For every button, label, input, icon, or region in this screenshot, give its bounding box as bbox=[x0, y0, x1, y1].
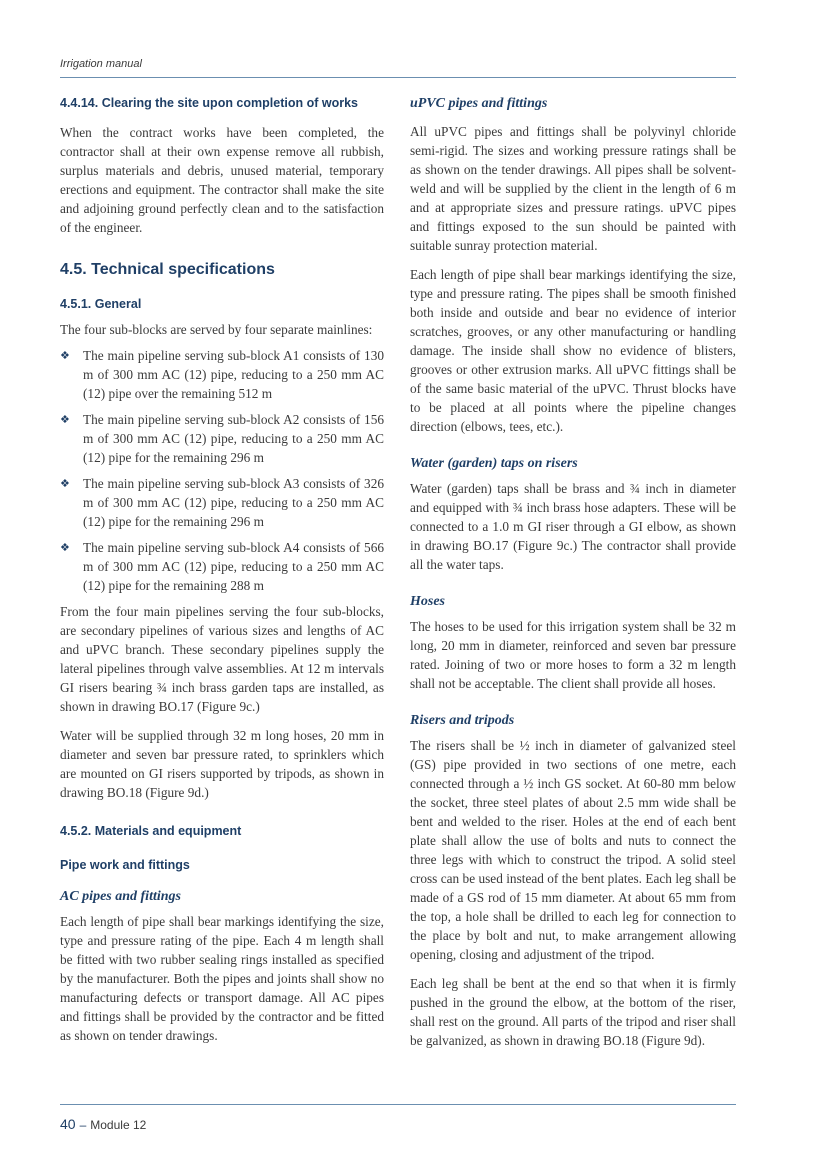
list-item: ❖ The main pipeline serving sub-block A1 consists of 130 m of 300 mm AC (12) pipe, reducing to a 250 mm AC (12) pipe over the remaining 512 m bbox=[60, 348, 384, 401]
left-column bbox=[60, 96, 384, 1045]
section-4-5-1-intro: The four sub-blocks are served by four separate mainlines: bbox=[60, 322, 373, 337]
taps-paragraph: Water (garden) taps shall be brass and ¾ inch in diameter and equipped with ¾ inch brass hose adapters. These will be connected to a 1.0 m GI riser through a GI elbow, as shown in drawing BO.17 (Figure 9c.) The contractor shall provide all the water taps. bbox=[410, 481, 736, 572]
water-supply-paragraph: Water will be supplied through 32 m long hoses, 20 mm in diameter and seven bar pressure rated, to sprinklers which are mounted on GI risers supported by tripods, as shown in drawing BO.18 (Figure 9d.) bbox=[60, 728, 384, 800]
page-number: 40 bbox=[60, 1116, 76, 1132]
section-4-5-2-heading: 4.5.2. Materials and equipment bbox=[60, 824, 242, 838]
pipe-work-heading: Pipe work and fittings bbox=[60, 858, 190, 872]
running-title: Irrigation manual bbox=[60, 58, 142, 70]
secondary-pipelines-paragraph: From the four main pipelines serving the four sub-blocks, are secondary pipelines of various sizes and lengths of AC and uPVC branch. These secondary pipelines supply the lateral pipelines through valve assemblies. At 12 m intervals GI risers bearing ¾ inch brass garden taps are installed, as shown in drawing BO.17 (Figure 9c.) bbox=[60, 604, 384, 714]
diamond-bullet-icon: ❖ bbox=[60, 349, 70, 362]
module-label: Module 12 bbox=[90, 1118, 147, 1132]
right-column bbox=[410, 96, 736, 1050]
section-4-4-14-heading: 4.4.14. Clearing the site upon completion of works bbox=[60, 96, 358, 110]
risers-heading: Risers and tripods bbox=[410, 713, 515, 728]
diamond-bullet-icon: ❖ bbox=[60, 541, 70, 554]
section-4-5-1-heading: 4.5.1. General bbox=[60, 297, 142, 311]
section-4-4-14-paragraph: When the contract works have been completed, the contractor shall at their own expense remove all rubbish, surplus materials and debris, unused material, temporary erections and equipment. The contractor shall make the site and adjoining ground perfectly clean and to the satisfaction of the engineer. bbox=[60, 125, 384, 235]
footer-rule bbox=[60, 1104, 736, 1105]
risers-paragraph-2: Each leg shall be bent at the end so that when it is firmly pushed in the ground the elbow, at the bottom of the riser, shall rest on the ground. All parts of the tripod and riser shall be galvanized, as shown in drawing BO.18 (Figure 9d). bbox=[410, 976, 736, 1048]
upvc-paragraph-1: All uPVC pipes and fittings shall be polyvinyl chloride semi-rigid. The sizes and working pressure ratings shall be as shown on the tender drawings. All pipes shall be solvent-weld and will be supplied by the client in the length of 6 m and at appropriate sizes and pressure ratings. uPVC pipes and fittings exposed to the sun should be painted with suitable sunray protection material. bbox=[410, 124, 736, 253]
section-4-5-heading: 4.5. Technical specifications bbox=[60, 261, 275, 278]
upvc-paragraph-2: Each length of pipe shall bear markings identifying the size, type and pressure rating. The pipes shall be smooth finished both inside and outside and bear no evidence of interior scratches, grooves, or any other manufacturing or handling damage. The inside shall show no evidence of blisters, grooves or other extrusion marks. All uPVC fittings shall be of the same basic material of the uPVC. Thrust blocks have to be placed at all points where the pipeline changes direction (elbows, tees, etc.). bbox=[410, 267, 736, 434]
diamond-bullet-icon: ❖ bbox=[60, 477, 70, 490]
list-item: ❖ The main pipeline serving sub-block A2 consists of 156 m of 300 mm AC (12) pipe, reducing to a 250 mm AC (12) pipe for the remaining 296 m bbox=[60, 412, 384, 465]
risers-paragraph-1: The risers shall be ½ inch in diameter of galvanized steel (GS) pipe provided in two sections of one metre, each connected through a ½ inch GS socket. At 60-80 mm below the socket, three steel plates of about 2.5 mm wide shall be bent and welded to the riser. Holes at the end of each bent plate shall allow the use of bolts and nuts to connect the three legs with which to construct the tripod. A solid steel cross can be used instead of the bent plates. Each leg shall be made of a GS rod of 15 mm diameter. At about 65 mm from the top, a hole shall be drilled to each leg for connection to the place by bolt and nut, to make arrangement allowing opening, closing and adjustment of the tripod. bbox=[410, 738, 736, 962]
page-footer bbox=[60, 1116, 146, 1132]
list-item: ❖ The main pipeline serving sub-block A3 consists of 326 m of 300 mm AC (12) pipe, reducing to a 250 mm AC (12) pipe for the remaining 296 m bbox=[60, 476, 384, 529]
ac-pipes-paragraph: Each length of pipe shall bear markings identifying the size, type and pressure rating of the pipe. Each 4 m length shall be fitted with two rubber sealing rings installed as specified by the manufacturer. Both the pipes and joints shall show no manufacturing defects or transport damage. All AC pipes and fittings shall be provided by the contractor and be fitted as shown on tender drawings. bbox=[60, 914, 384, 1043]
list-item: ❖ The main pipeline serving sub-block A4 consists of 566 m of 300 mm AC (12) pipe, reducing to a 250 mm AC (12) pipe for the remaining 288 m bbox=[60, 540, 384, 593]
hoses-paragraph: The hoses to be used for this irrigation system shall be 32 m long, 20 mm in diameter, reinforced and seven bar pressure rated. Joining of two or more hoses to form a 32 m length shall not be acceptable. The client shall provide all hoses. bbox=[410, 619, 736, 691]
header-rule bbox=[60, 77, 736, 78]
footer-separator: – bbox=[79, 1118, 87, 1132]
ac-pipes-heading: AC pipes and fittings bbox=[60, 889, 181, 904]
hoses-heading: Hoses bbox=[410, 594, 445, 609]
upvc-heading: uPVC pipes and fittings bbox=[410, 96, 548, 111]
diamond-bullet-icon: ❖ bbox=[60, 413, 70, 426]
mainline-list bbox=[60, 346, 384, 595]
taps-heading: Water (garden) taps on risers bbox=[410, 456, 578, 471]
